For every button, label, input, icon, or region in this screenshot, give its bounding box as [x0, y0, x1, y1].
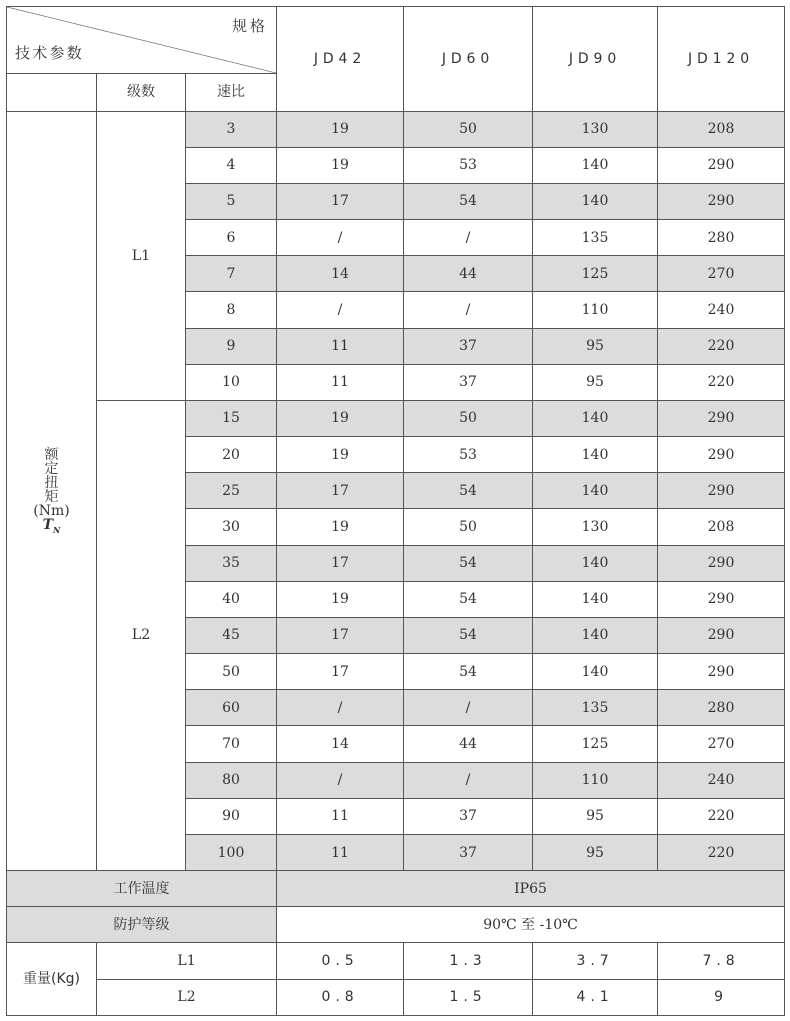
ratio-cell: 4 [186, 147, 277, 183]
weight-value-cell: 0.5 [277, 943, 404, 979]
torque-value-cell: 17 [277, 473, 404, 509]
ratio-cell: 100 [186, 834, 277, 870]
weight-value-cell: 1.3 [404, 943, 533, 979]
level-cell-l2: L2 [97, 400, 186, 870]
torque-value-cell: 95 [533, 798, 658, 834]
ratio-cell: 8 [186, 292, 277, 328]
operating-temp-value: IP65 [277, 871, 785, 907]
torque-value-cell: 270 [658, 726, 785, 762]
torque-value-cell: 140 [533, 183, 658, 219]
torque-value-cell: 17 [277, 545, 404, 581]
torque-value-cell: 37 [404, 798, 533, 834]
torque-value-cell: 19 [277, 111, 404, 147]
torque-value-cell: 240 [658, 762, 785, 798]
torque-value-cell: 19 [277, 147, 404, 183]
torque-value-cell: 135 [533, 220, 658, 256]
diagonal-header-cell [7, 7, 277, 74]
weight-value-cell: 3.7 [533, 943, 658, 979]
torque-value-cell: 19 [277, 509, 404, 545]
torque-value-cell: 54 [404, 581, 533, 617]
ratio-cell: 60 [186, 690, 277, 726]
torque-value-cell: 140 [533, 581, 658, 617]
ratio-cell: 35 [186, 545, 277, 581]
ratio-cell: 7 [186, 256, 277, 292]
torque-value-cell: 19 [277, 437, 404, 473]
ratio-cell: 30 [186, 509, 277, 545]
weight-row [7, 979, 785, 1015]
protection-value: 90℃ 至 -10℃ [277, 907, 785, 943]
torque-value-cell: 17 [277, 183, 404, 219]
ratio-cell: 25 [186, 473, 277, 509]
ratio-cell: 70 [186, 726, 277, 762]
diagonal-header [7, 7, 276, 73]
torque-label-line: (Nm) [33, 502, 70, 519]
model-header-jd120: JD120 [658, 7, 785, 112]
torque-value-cell: 140 [533, 654, 658, 690]
ratio-cell: 9 [186, 328, 277, 364]
weight-value-cell: 9 [658, 979, 785, 1015]
torque-value-cell: 290 [658, 654, 785, 690]
header-empty-cell [7, 74, 97, 111]
model-header-jd60: JD60 [404, 7, 533, 112]
torque-value-cell: 54 [404, 183, 533, 219]
header-corner-left: 技术参数 [15, 44, 85, 63]
torque-value-cell: 290 [658, 473, 785, 509]
torque-value-cell: 17 [277, 654, 404, 690]
torque-value-cell: 44 [404, 256, 533, 292]
torque-value-cell: 54 [404, 545, 533, 581]
torque-value-cell: 37 [404, 834, 533, 870]
weight-value-cell: 1.5 [404, 979, 533, 1015]
ratio-cell: 6 [186, 220, 277, 256]
torque-value-cell: 44 [404, 726, 533, 762]
torque-value-cell: 140 [533, 617, 658, 653]
torque-value-cell: 37 [404, 328, 533, 364]
ratio-cell: 3 [186, 111, 277, 147]
torque-value-cell: 140 [533, 400, 658, 436]
torque-value-cell: 130 [533, 111, 658, 147]
torque-value-cell: 280 [658, 690, 785, 726]
torque-value-cell: 11 [277, 328, 404, 364]
torque-value-cell: 290 [658, 400, 785, 436]
model-header-jd90: JD90 [533, 7, 658, 112]
header-row-top [7, 7, 785, 74]
torque-value-cell: 19 [277, 581, 404, 617]
torque-symbol-sub: N [53, 524, 61, 535]
spec-table-body [7, 7, 785, 1016]
torque-value-cell: 290 [658, 147, 785, 183]
ratio-cell: 10 [186, 364, 277, 400]
torque-value-cell: / [404, 220, 533, 256]
torque-value-cell: 290 [658, 545, 785, 581]
torque-value-cell: 95 [533, 834, 658, 870]
torque-label-line: 定 [44, 460, 59, 477]
torque-value-cell: 19 [277, 400, 404, 436]
protection-row [7, 907, 785, 943]
level-header: 级数 [97, 74, 186, 111]
torque-value-cell: 14 [277, 726, 404, 762]
torque-value-cell: 95 [533, 364, 658, 400]
torque-value-cell: 130 [533, 509, 658, 545]
torque-value-cell: 50 [404, 111, 533, 147]
torque-value-cell: 14 [277, 256, 404, 292]
torque-value-cell: / [404, 292, 533, 328]
weight-value-cell: 7.8 [658, 943, 785, 979]
torque-value-cell: 135 [533, 690, 658, 726]
torque-value-cell: 125 [533, 726, 658, 762]
ratio-header: 速比 [186, 74, 277, 111]
torque-value-cell: 54 [404, 654, 533, 690]
operating-temp-row [7, 871, 785, 907]
torque-label-line: 矩 [44, 488, 59, 505]
torque-symbol [7, 518, 96, 534]
weight-label: 重量(Kg) [7, 943, 97, 1016]
weight-row [7, 943, 785, 979]
torque-value-cell: 220 [658, 798, 785, 834]
torque-value-cell: 11 [277, 834, 404, 870]
ratio-cell: 80 [186, 762, 277, 798]
weight-value-cell: 4.1 [533, 979, 658, 1015]
torque-value-cell: / [277, 762, 404, 798]
protection-label: 防护等级 [7, 907, 277, 943]
torque-value-cell: 37 [404, 364, 533, 400]
torque-value-cell: 50 [404, 400, 533, 436]
table-row [7, 400, 785, 436]
torque-value-cell: 95 [533, 328, 658, 364]
ratio-cell: 90 [186, 798, 277, 834]
torque-value-cell: 53 [404, 437, 533, 473]
torque-label-cell [7, 111, 97, 871]
torque-value-cell: 140 [533, 437, 658, 473]
torque-value-cell: 290 [658, 437, 785, 473]
torque-value-cell: 240 [658, 292, 785, 328]
torque-value-cell: / [277, 292, 404, 328]
ratio-cell: 20 [186, 437, 277, 473]
torque-value-cell: 208 [658, 509, 785, 545]
torque-value-cell: 140 [533, 147, 658, 183]
ratio-cell: 15 [186, 400, 277, 436]
torque-value-cell: 208 [658, 111, 785, 147]
operating-temp-label: 工作温度 [7, 871, 277, 907]
torque-value-cell: 290 [658, 183, 785, 219]
ratio-cell: 5 [186, 183, 277, 219]
torque-value-cell: 140 [533, 545, 658, 581]
torque-value-cell: 290 [658, 581, 785, 617]
torque-value-cell: 290 [658, 617, 785, 653]
weight-level-cell: L2 [97, 979, 277, 1015]
model-header-jd42: JD42 [277, 7, 404, 112]
ratio-cell: 40 [186, 581, 277, 617]
torque-value-cell: 110 [533, 292, 658, 328]
torque-value-cell: / [404, 762, 533, 798]
torque-value-cell: 54 [404, 617, 533, 653]
torque-value-cell: 110 [533, 762, 658, 798]
torque-value-cell: 54 [404, 473, 533, 509]
torque-value-cell: 220 [658, 328, 785, 364]
spec-table [6, 6, 785, 1016]
header-corner-right: 规格 [232, 17, 269, 36]
torque-value-cell: 17 [277, 617, 404, 653]
weight-level-cell: L1 [97, 943, 277, 979]
torque-value-cell: 220 [658, 834, 785, 870]
table-row [7, 111, 785, 147]
torque-value-cell: 125 [533, 256, 658, 292]
torque-value-cell: / [277, 220, 404, 256]
torque-value-cell: 11 [277, 364, 404, 400]
torque-value-cell: 280 [658, 220, 785, 256]
torque-value-cell: 50 [404, 509, 533, 545]
torque-value-cell: 11 [277, 798, 404, 834]
ratio-cell: 50 [186, 654, 277, 690]
torque-value-cell: 53 [404, 147, 533, 183]
torque-symbol-main: T [42, 516, 54, 533]
level-cell-l1: L1 [97, 111, 186, 400]
weight-value-cell: 0.8 [277, 979, 404, 1015]
ratio-cell: 45 [186, 617, 277, 653]
torque-value-cell: 270 [658, 256, 785, 292]
torque-value-cell: 140 [533, 473, 658, 509]
torque-label-line: 额 [44, 446, 59, 463]
torque-value-cell: 220 [658, 364, 785, 400]
torque-value-cell: / [404, 690, 533, 726]
torque-label-line: 扭 [44, 474, 59, 491]
torque-value-cell: / [277, 690, 404, 726]
